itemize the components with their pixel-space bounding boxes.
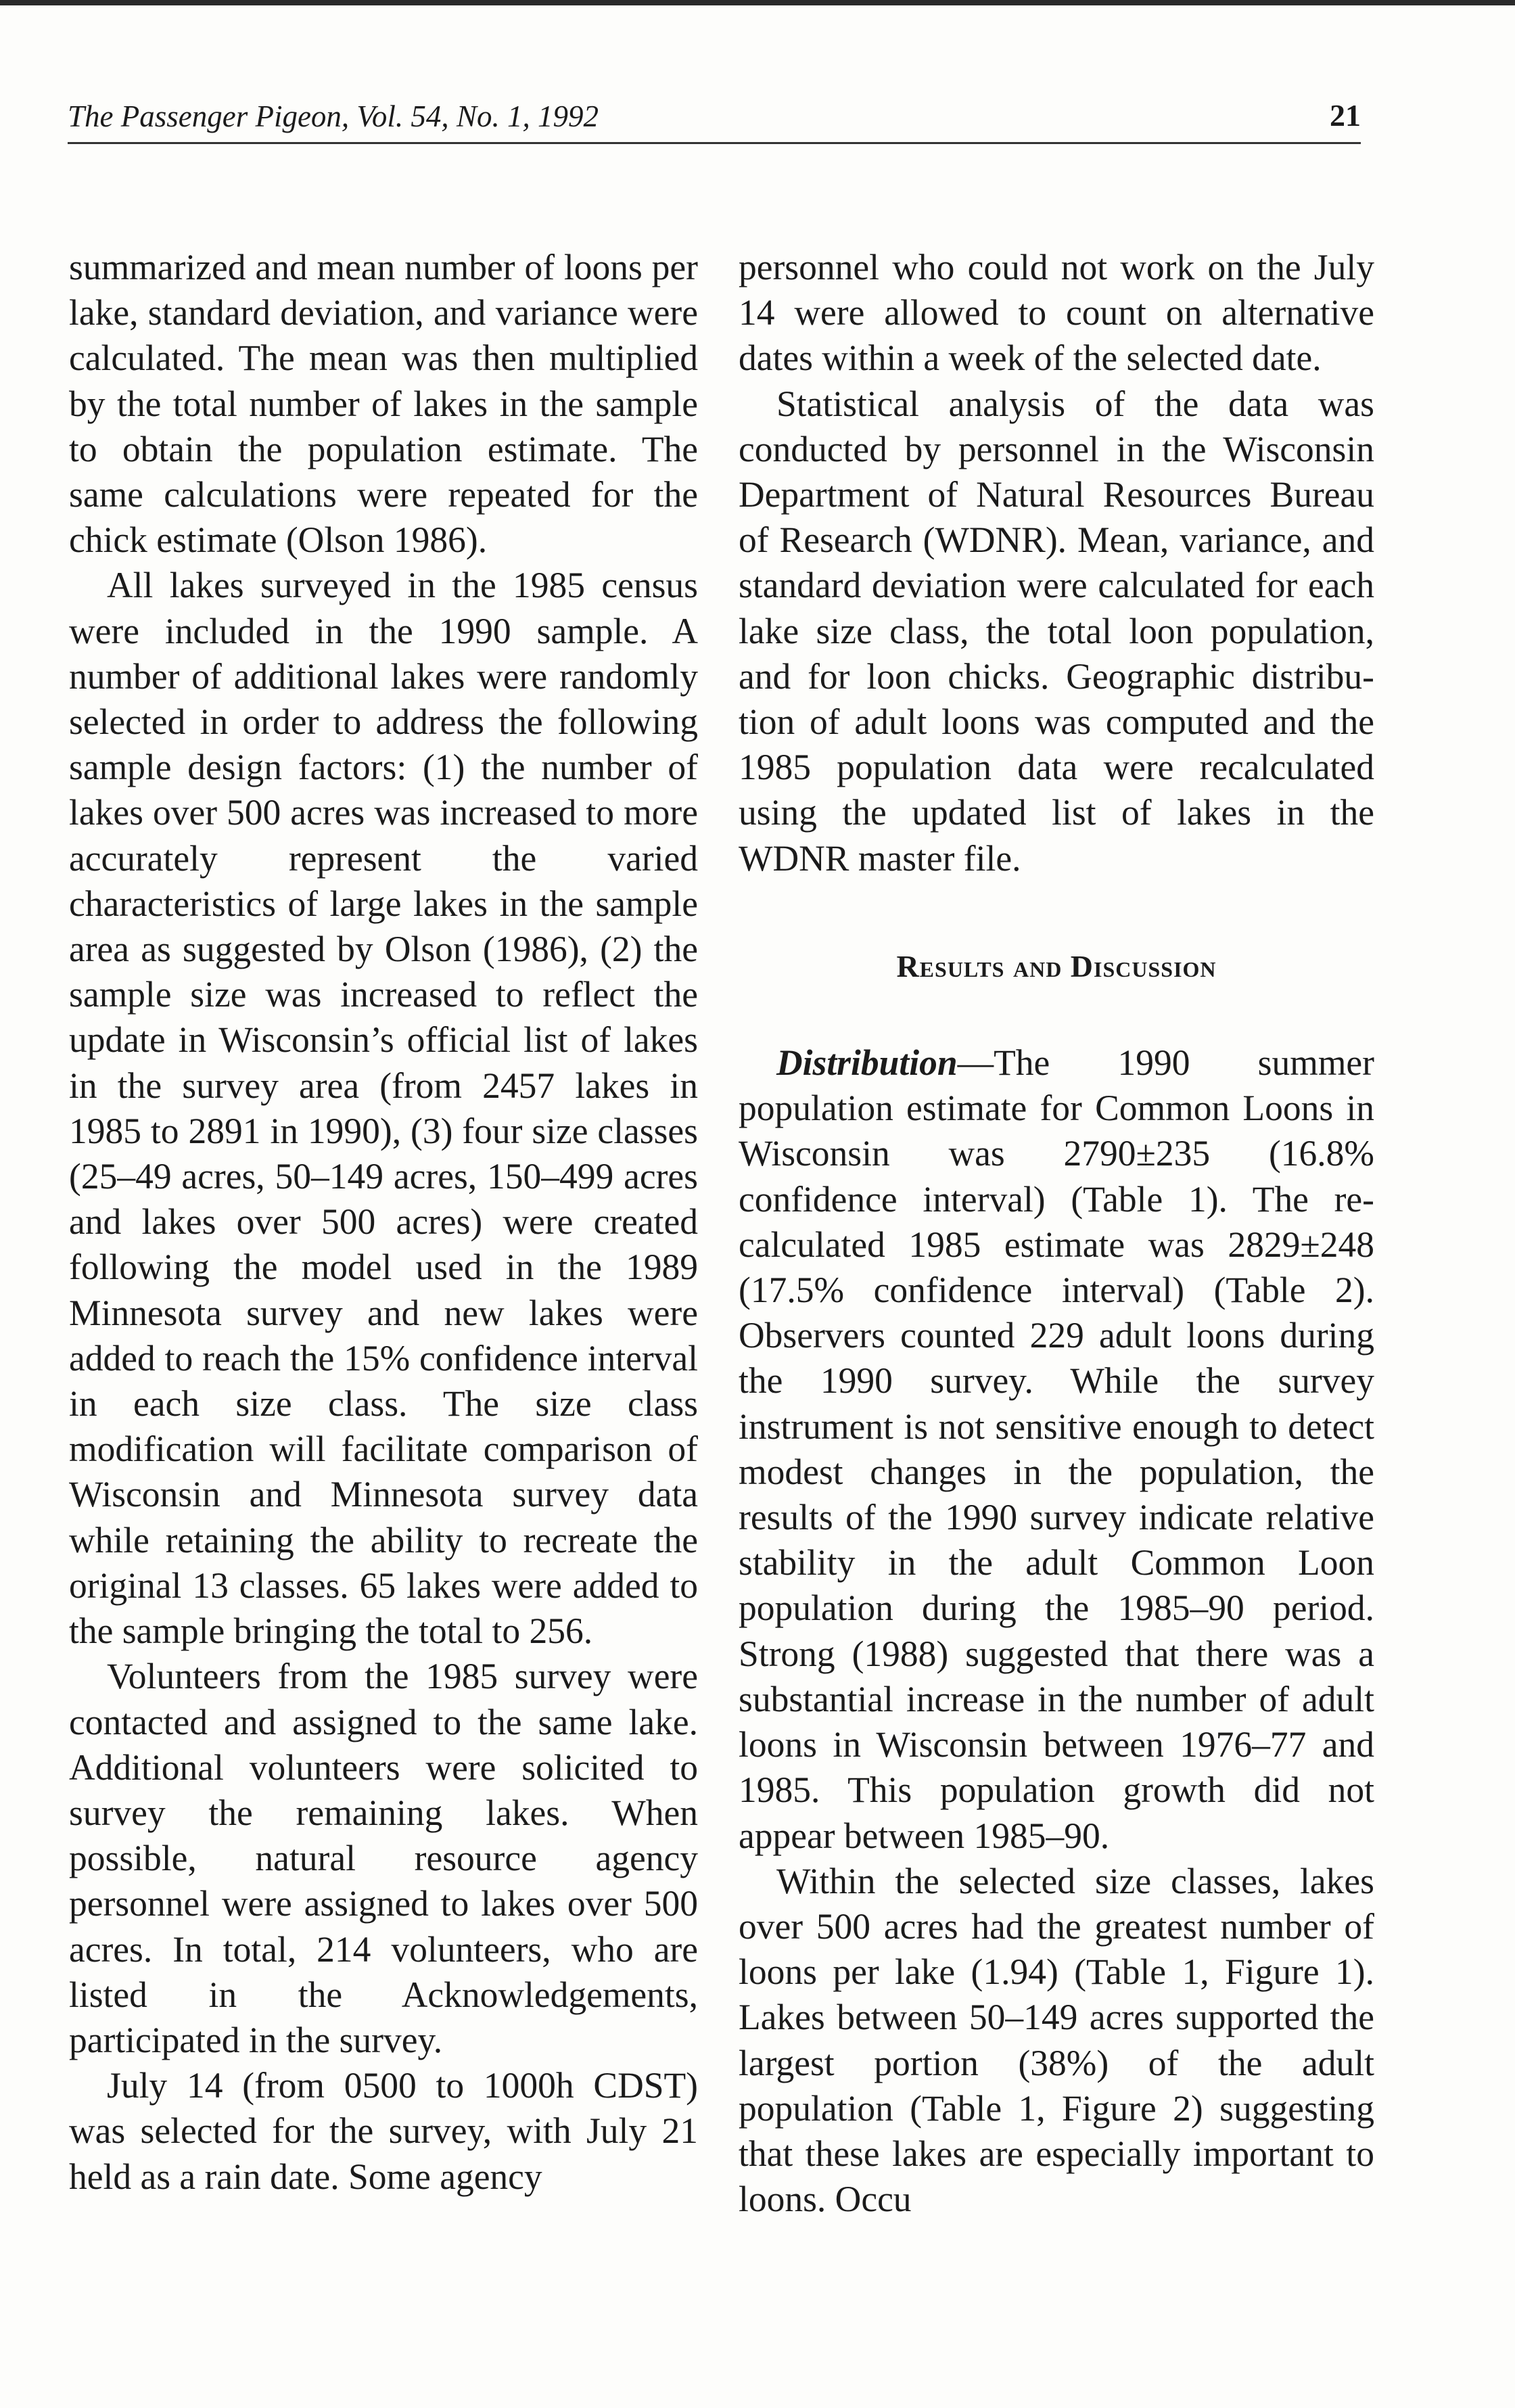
page-number: 21 [1330, 98, 1361, 133]
page-header [68, 95, 1361, 144]
paragraph-personnel: personnel who could not work on the July 14 were allowed to count on alternative dates within a week of the selected date. [739, 247, 1374, 379]
left-column [69, 245, 698, 2200]
paragraph-volunteers: Volunteers from the 1985 survey were contacted and assigned to the same lake. Additional volunteers were solicited to survey the remaining lakes. When possible, natural resource agency personnel were assigned to lakes over 500 acres. In total, 214 volunteers, who are listed in the Acknowledgements, participated in the survey. [69, 1656, 698, 2060]
paragraph-sample-design: All lakes surveyed in the 1985 census were included in the 1990 sample. A number of additional lakes were randomly selected in order to address the following sample design factors: (1) the number of lakes over 500 acres was increased to more accurately represent the varied characteristics of large lakes in the sample area as suggested by Olson (1986), (2) the sample size was increased to reflect the update in Wisconsin’s official list of lakes in the survey area (from 2457 lakes in 1985 to 2891 in 1990), (3) four size classes (25–49 acres, 50–149 acres, 150–499 acres and lakes over 500 acres) were created following the model used in the 1989 Minnesota survey and new lakes were added to reach the 15% confidence interval in each size class. The size class modification will facilitate comparison of Wisconsin and Minnesota survey data while retaining the ability to recreate the original 13 classes. 65 lakes were added to the sample bringing the total to 256. [69, 565, 698, 1652]
paragraph-continued: summarized and mean number of loons per lake, standard deviation, and variance were calculated. The mean was then multiplied by the total number of lakes in the sample to obtain the population estimate. The same calculations were repeated for the chick estimate (Olson 1986). [69, 247, 698, 561]
distribution-text: —The 1990 summer population estimate for Common Loons in Wisconsin was 2790±235 (16.8% confidence interval) (Table 1). The re-calculated 1985 estimate was 2829±248 (17.5% confidence interval) (Table 2). Observers counted 229 adult loons during the 1990 survey. While the survey instrument is not sensitive enough to detect modest changes in the population, the results of the 1990 survey indicate relative stability in the adult Common Loon population during the 1985–90 period. Strong (1988) suggested that there was a substantial increase in the number of adult loons in Wisconsin between 1976–77 and 1985. This population growth did not appear between 1985–90. [739, 1042, 1374, 1856]
page-top-rule [0, 0, 1515, 5]
run-in-heading-distribution: Distribution [776, 1042, 958, 1084]
paragraph-survey-date: July 14 (from 0500 to 1000h CDST) was selected for the survey, with July 21 held as a rain date. Some agency [69, 2065, 698, 2197]
paragraph-distribution [739, 1040, 1374, 1859]
paragraph-statistical-analysis: Statistical analysis of the data was conducted by personnel in the Wisconsin Department of Natural Resources Bureau of Research (WDNR). Mean, variance, and standard deviation were calculated for each lake size class, the total loon population, and for loon chicks. Geographic distribution of adult loons was computed and the 1985 population data were recalculated using the updated list of lakes in the WDNR master file. [739, 383, 1374, 879]
running-head: The Passenger Pigeon, Vol. 54, No. 1, 1992 [68, 99, 599, 133]
right-column [739, 245, 1374, 2222]
paragraph-size-classes: Within the selected size classes, lakes over 500 acres had the greatest number of loons per lake (1.94) (Table 1, Figure 1). Lakes between 50–149 acres supported the largest portion (38%) of the adult population (Table 1, Figure 2) suggesting that these lakes are especially important to loons. Occu [739, 1860, 1374, 2220]
section-heading-results: Results and Discussion [896, 948, 1217, 983]
